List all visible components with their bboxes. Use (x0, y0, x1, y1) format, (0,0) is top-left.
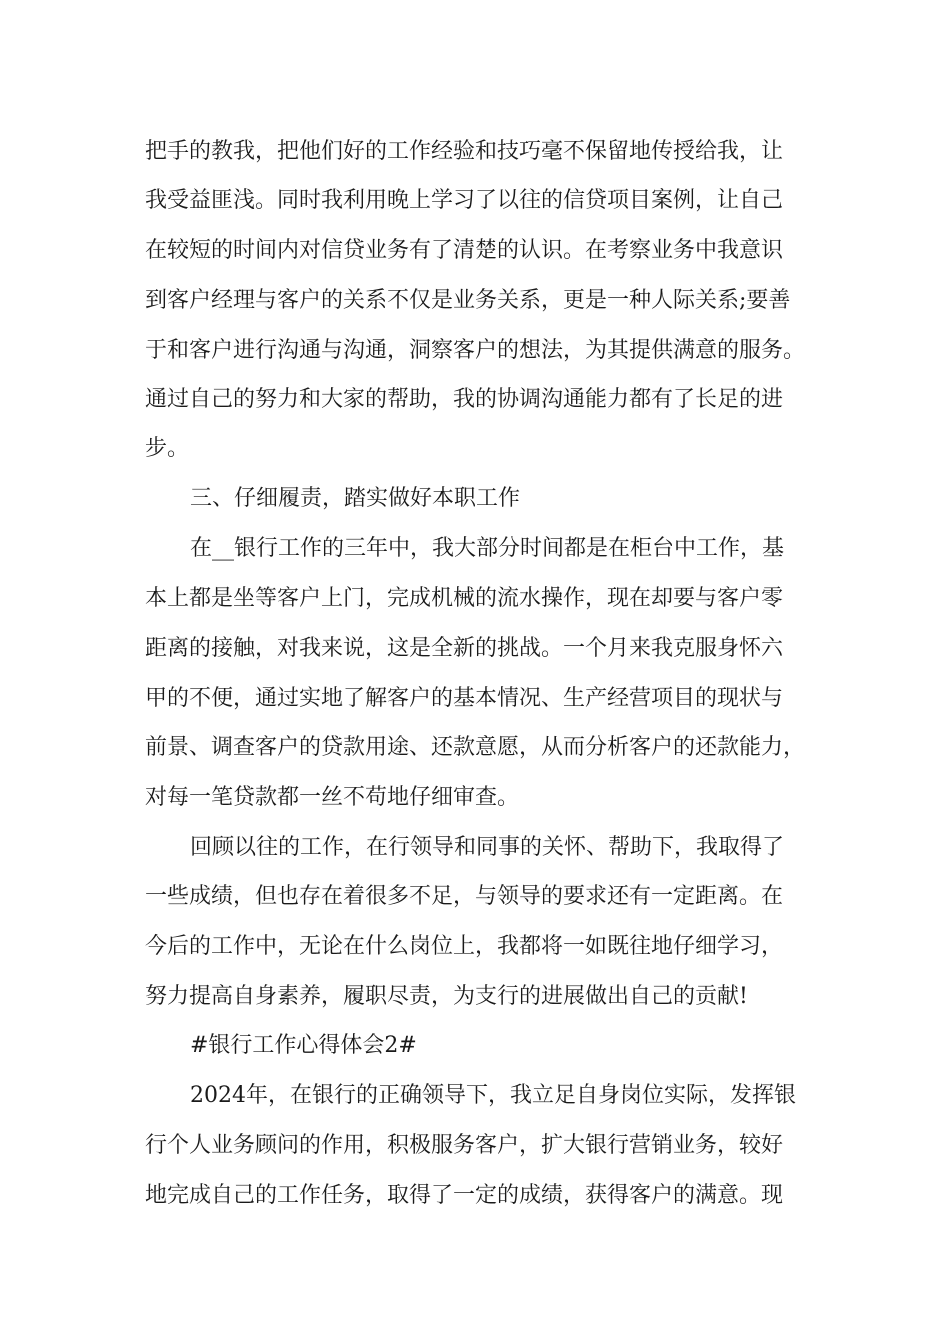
text-line: 今后的工作中，无论在什么岗位上，我都将一如既往地仔细学习， (145, 934, 784, 959)
text-line: 2024年，在银行的正确领导下，我立足自身岗位实际，发挥银 (190, 1083, 796, 1108)
text-line: 前景、调查客户的贷款用途、还款意愿，从而分析客户的还款能力， (145, 735, 806, 760)
text-line: 对每一笔贷款都一丝不苟地仔细审查。 (145, 785, 520, 810)
text-line: 地完成自己的工作任务，取得了一定的成绩，获得客户的满意。现 (145, 1183, 784, 1208)
text-line: 通过自己的努力和大家的帮助，我的协调沟通能力都有了长足的进 (145, 387, 784, 412)
text-line: 在较短的时间内对信贷业务有了清楚的认识。在考察业务中我意识 (145, 238, 784, 263)
text-line: 我受益匪浅。同时我利用晚上学习了以往的信贷项目案例，让自己 (145, 188, 784, 213)
text-line: 到客户经理与客户的关系不仅是业务关系，更是一种人际关系;要善 (145, 288, 791, 313)
text-line: 步。 (145, 436, 190, 461)
text-line: 本上都是坐等客户上门，完成机械的流水操作，现在却要与客户零 (145, 586, 784, 611)
section-title: #银行工作心得体会2# (190, 1033, 417, 1058)
text-line: 于和客户进行沟通与沟通，洞察客户的想法，为其提供满意的服务。 (145, 338, 806, 363)
text-line: 一些成绩，但也存在着很多不足，与领导的要求还有一定距离。在 (145, 884, 784, 909)
text-line: 甲的不便，通过实地了解客户的基本情况、生产经营项目的现状与 (145, 686, 784, 711)
text-line: 把手的教我，把他们好的工作经验和技巧毫不保留地传授给我，让 (145, 139, 784, 164)
text-line: 努力提高自身素养，履职尽责，为支行的进展做出自己的贡献! (145, 984, 748, 1009)
text-line: 行个人业务顾问的作用，积极服务客户，扩大银行营销业务，较好 (145, 1133, 784, 1158)
text-line: 距离的接触，对我来说，这是全新的挑战。一个月来我克服身怀六 (145, 636, 784, 661)
section-heading: 三、仔细履责，踏实做好本职工作 (190, 486, 521, 511)
text-line: 在__银行工作的三年中，我大部分时间都是在柜台中工作，基 (190, 536, 785, 561)
text-line: 回顾以往的工作，在行领导和同事的关怀、帮助下，我取得了 (190, 835, 785, 860)
